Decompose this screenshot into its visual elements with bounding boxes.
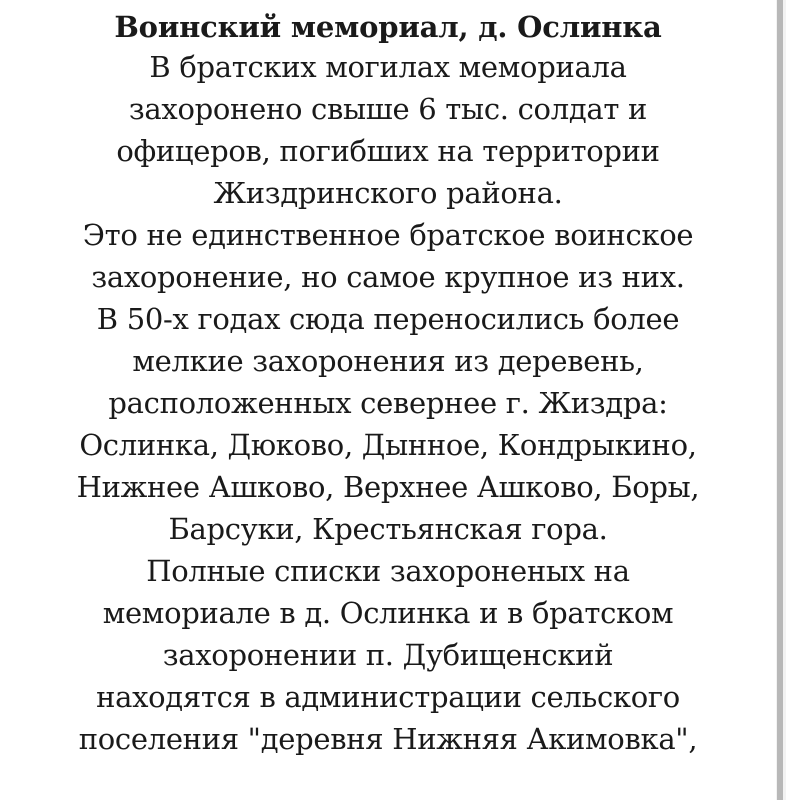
text-line: Жиздринского района.: [213, 176, 563, 210]
text-line: Это не единственное братское воинское: [82, 218, 694, 252]
vertical-scrollbar[interactable]: [776, 0, 786, 800]
memorial-article: [0, 8, 776, 760]
text-line: мемориале в д. Ослинка и в братском: [102, 596, 674, 630]
scrollbar-thumb[interactable]: [777, 0, 783, 800]
article-title: Воинский мемориал, д. Ослинка: [114, 10, 662, 44]
text-line: захоронении п. Дубищенский: [162, 638, 614, 672]
text-line: захоронение, но самое крупное из них.: [91, 260, 685, 294]
article-body: [0, 46, 776, 760]
text-line: В 50-х годах сюда переносились более: [96, 302, 680, 336]
text-line: офицеров, погибших на территории: [116, 134, 660, 168]
text-line: В братских могилах мемориала: [149, 50, 627, 84]
text-line: поселения "деревня Нижняя Акимовка",: [78, 722, 698, 756]
text-line: захоронено свыше 6 тыс. солдат и: [128, 92, 648, 126]
text-line: находятся в администрации сельского: [96, 680, 680, 714]
text-line: Ослинка, Дюково, Дынное, Кондрыкино,: [79, 428, 697, 462]
text-line: расположенных севернее г. Жиздра:: [108, 386, 668, 420]
text-line: мелкие захоронения из деревень,: [132, 344, 644, 378]
text-line: Барсуки, Крестьянская гора.: [168, 512, 608, 546]
text-line: Полные списки захороненых на: [146, 554, 630, 588]
text-line: Нижнее Ашково, Верхнее Ашково, Боры,: [76, 470, 700, 504]
